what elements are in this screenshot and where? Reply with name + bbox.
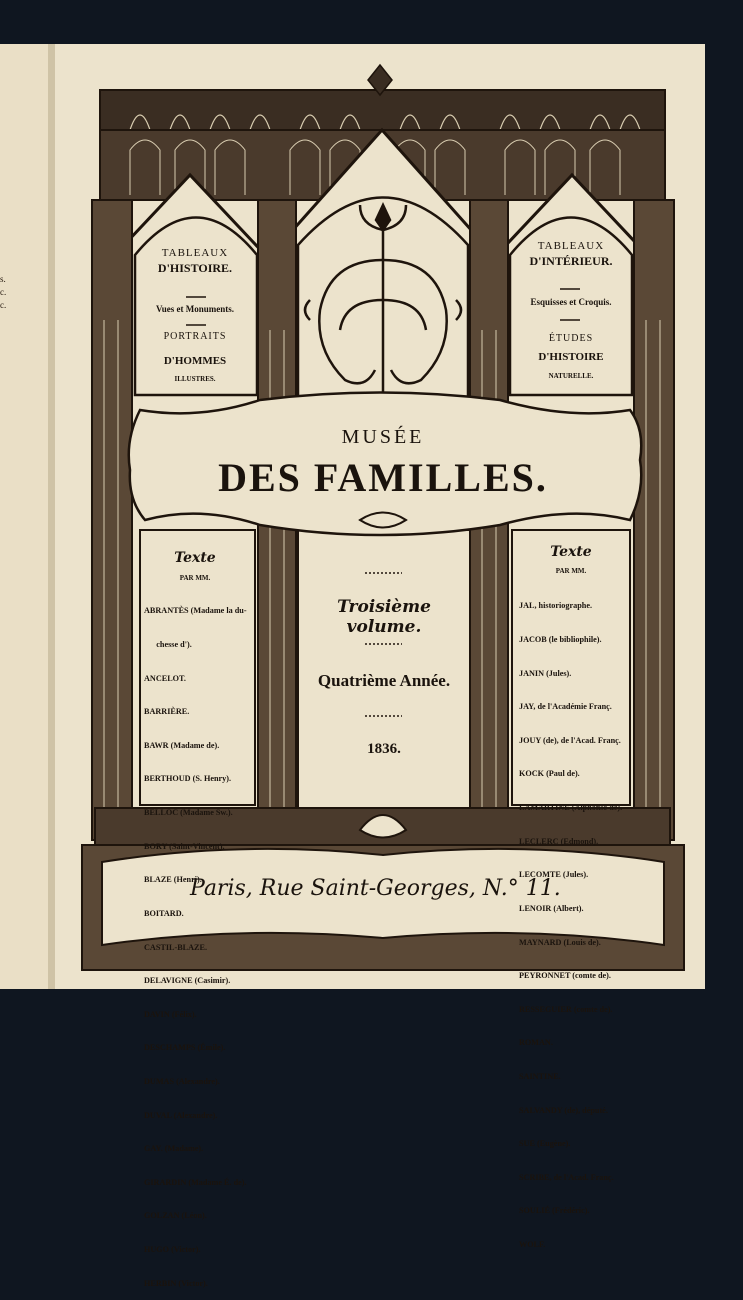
list-item: LENOIR (Albert). bbox=[519, 903, 584, 913]
list-item: SCRIBE, de l'Acad. Franç. bbox=[519, 1172, 614, 1182]
list-item: DELAVIGNE (Casimir). bbox=[144, 976, 231, 986]
list-item: LECOMTE (Jules). bbox=[519, 870, 589, 880]
list-item: GOLZAN (Léon). bbox=[144, 1211, 207, 1221]
texte-heading-left: Texte bbox=[174, 550, 216, 566]
list-item: LECLERC (Edmond). bbox=[519, 836, 599, 846]
right-panel-naturelle: NATURELLE. bbox=[548, 372, 594, 380]
title-des-familles: DES FAMILLES. bbox=[218, 455, 548, 500]
list-item: JACOB (le bibliophile). bbox=[519, 635, 602, 645]
list-item: JOUY (de), de l'Acad. Franç. bbox=[519, 735, 621, 745]
list-item: chesse d'). bbox=[144, 640, 192, 650]
left-panel-tableaux: TABLEAUX bbox=[161, 247, 229, 259]
list-item: DESCHAMPS (Émile). bbox=[144, 1043, 226, 1053]
left-panel-histoire: D'HISTOIRE. bbox=[157, 261, 233, 275]
annee-label: Quatrième Année. bbox=[317, 671, 451, 690]
list-item: BORY (Saint-Vincent). bbox=[144, 841, 225, 851]
imprint-address: Paris, Rue Saint-Georges, N.° 11. bbox=[190, 876, 561, 901]
left-panel-vues: Vues et Monuments. bbox=[156, 304, 234, 314]
list-item: WOLF. bbox=[519, 1239, 546, 1249]
right-panel-histoire: D'HISTOIRE bbox=[538, 351, 604, 363]
list-item: SOULIÉ (Frédéric). bbox=[519, 1206, 590, 1216]
left-panel-hommes: D'HOMMES bbox=[163, 355, 227, 367]
list-item: GAY. (Madame). bbox=[144, 1144, 204, 1154]
list-item: SUE (Eugène). bbox=[519, 1139, 571, 1149]
left-panel-illustres: ILLUSTRES. bbox=[174, 375, 216, 383]
authors-left-list bbox=[144, 583, 254, 1300]
left-page-fragment: s. bbox=[0, 274, 6, 284]
right-panel-interieur: D'INTÉRIEUR. bbox=[529, 254, 613, 268]
left-panel-portraits: PORTRAITS bbox=[163, 331, 227, 342]
list-item: JAL, historiographe. bbox=[519, 601, 593, 611]
list-item: DAVIN (Félix). bbox=[144, 1009, 197, 1019]
right-panel-tableaux: TABLEAUX bbox=[537, 240, 605, 252]
list-item: HERBIN (Victor). bbox=[144, 1278, 208, 1288]
list-item: RESSEGUIER (comte de). bbox=[519, 1004, 613, 1014]
list-item: SALVANDY (de), député. bbox=[519, 1105, 608, 1115]
list-item: KOCK (Paul de). bbox=[519, 769, 580, 779]
list-item: DUVAL (Alexandre). bbox=[144, 1110, 218, 1120]
year-label: 1836. bbox=[367, 741, 401, 757]
list-item: HUGO (Victor). bbox=[144, 1244, 201, 1254]
list-item: GIRARDIN (Madame É. de). bbox=[144, 1177, 247, 1187]
list-item: DUMAS (Alexandre). bbox=[144, 1076, 220, 1086]
list-item: ROMAN. bbox=[519, 1038, 553, 1048]
list-item: CASTIL-BLAZE. bbox=[144, 942, 208, 952]
left-page-fragment: c. bbox=[0, 287, 7, 297]
list-item: BOITARD. bbox=[144, 908, 184, 918]
list-item: BELLOC (Madame Sw.). bbox=[144, 808, 233, 818]
list-item: MAYNARD (Louis de). bbox=[519, 937, 601, 947]
left-page-fragment: c. bbox=[0, 300, 7, 310]
list-item: LAMARTINE (Alphonse de). bbox=[519, 803, 623, 813]
volume-label: Troisième volume. bbox=[337, 597, 431, 637]
list-item: JANIN (Jules). bbox=[519, 668, 572, 678]
right-panel-esquisses: Esquisses et Croquis. bbox=[530, 297, 612, 307]
texte-heading-right: Texte bbox=[550, 544, 592, 560]
list-item: SAINTINE. bbox=[519, 1071, 561, 1081]
list-item: PEYRONNET (comte de). bbox=[519, 971, 611, 981]
list-item: JAY, de l'Académie Franç. bbox=[519, 702, 612, 712]
title-musee: MUSÉE bbox=[341, 426, 425, 448]
par-mm-right: PAR MM. bbox=[555, 567, 587, 575]
right-panel-etudes: ÉTUDES bbox=[548, 333, 594, 344]
list-item: BERTHOUD (S. Henry). bbox=[144, 774, 232, 784]
list-item: ANCELOT. bbox=[144, 673, 186, 683]
authors-right-list bbox=[519, 578, 629, 1261]
list-item: ABRANTÈS (Madame la du- bbox=[144, 606, 247, 616]
list-item: BAWR (Madame de). bbox=[144, 740, 220, 750]
list-item: BLAZE (Henri). bbox=[144, 875, 202, 885]
par-mm-left: PAR MM. bbox=[179, 574, 211, 582]
list-item: BARRIÈRE. bbox=[144, 707, 190, 717]
